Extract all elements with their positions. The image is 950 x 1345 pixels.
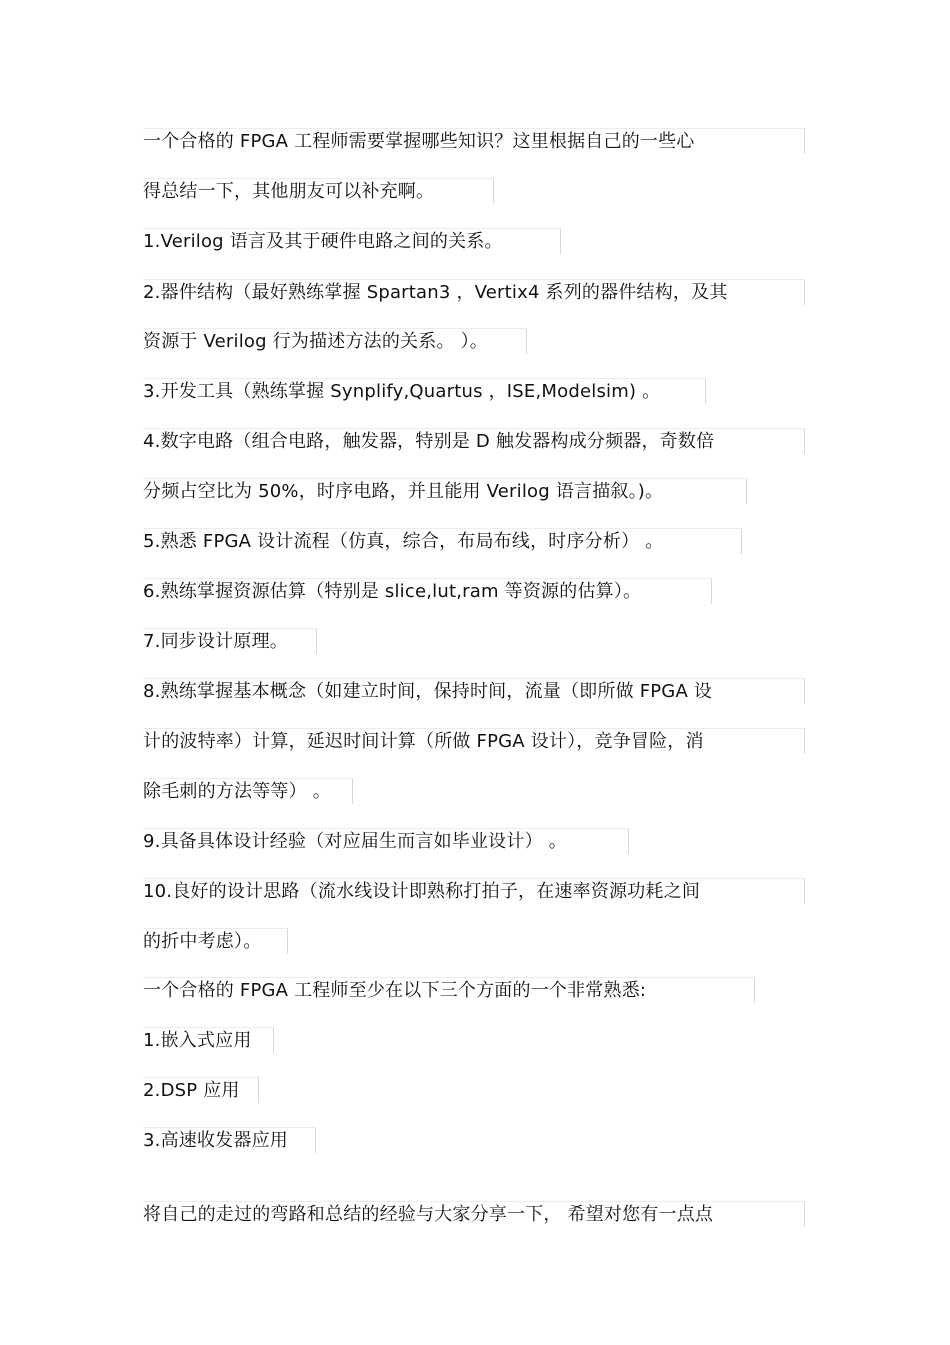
- list-item: 6.熟练掌握资源估算（特别是 slice,lut,ram 等资源的估算）。: [143, 581, 642, 602]
- list-item: 计的波特率）计算，延迟时间计算（所做 FPGA 设计），竞争冒险，消: [143, 731, 704, 752]
- list-item: 2.DSP 应用: [143, 1080, 240, 1101]
- list-item: 3.高速收发器应用: [143, 1130, 288, 1151]
- list-item: 7.同步设计原理。: [143, 631, 288, 652]
- list-item: 1.Verilog 语言及其于硬件电路之间的关系。: [143, 231, 503, 252]
- paragraph-line: 将自己的走过的弯路和总结的经验与大家分享一下， 希望对您有一点点: [143, 1204, 714, 1225]
- list-item: 8.熟练掌握基本概念（如建立时间，保持时间，流量（即所做 FPGA 设: [143, 681, 713, 702]
- paragraph-line: 一个合格的 FPGA 工程师至少在以下三个方面的一个非常熟悉:: [143, 980, 647, 1001]
- list-item: 2.器件结构（最好熟练掌握 Spartan3 ，Vertix4 系列的器件结构，及其: [143, 282, 728, 303]
- list-item: 5.熟悉 FPGA 设计流程（仿真，综合，布局布线，时序分析） 。: [143, 531, 664, 552]
- paragraph-line: 得总结一下，其他朋友可以补充啊。: [143, 181, 435, 202]
- list-item: 10.良好的设计思路（流水线设计即熟称打拍子，在速率资源功耗之间: [143, 881, 701, 902]
- list-item: 3.开发工具（熟练掌握 Synplify,Quartus ，ISE,Modelsim) 。: [143, 381, 661, 402]
- list-item: 资源于 Verilog 行为描述方法的关系。 ）。: [143, 331, 488, 352]
- paragraph-line: 一个合格的 FPGA 工程师需要掌握哪些知识？这里根据自己的一些心: [143, 131, 695, 152]
- list-item: 1.嵌入式应用: [143, 1030, 252, 1051]
- list-item: 的折中考虑）。: [143, 931, 262, 952]
- list-item: 除毛刺的方法等等） 。: [143, 781, 331, 802]
- list-item: 4.数字电路（组合电路，触发器，特别是 D 触发器构成分频器，奇数倍: [143, 431, 715, 452]
- list-item: 分频占空比为 50%，时序电路，并且能用 Verilog 语言描叙。)。: [143, 481, 664, 502]
- list-item: 9.具备具体设计经验（对应届生而言如毕业设计） 。: [143, 831, 567, 852]
